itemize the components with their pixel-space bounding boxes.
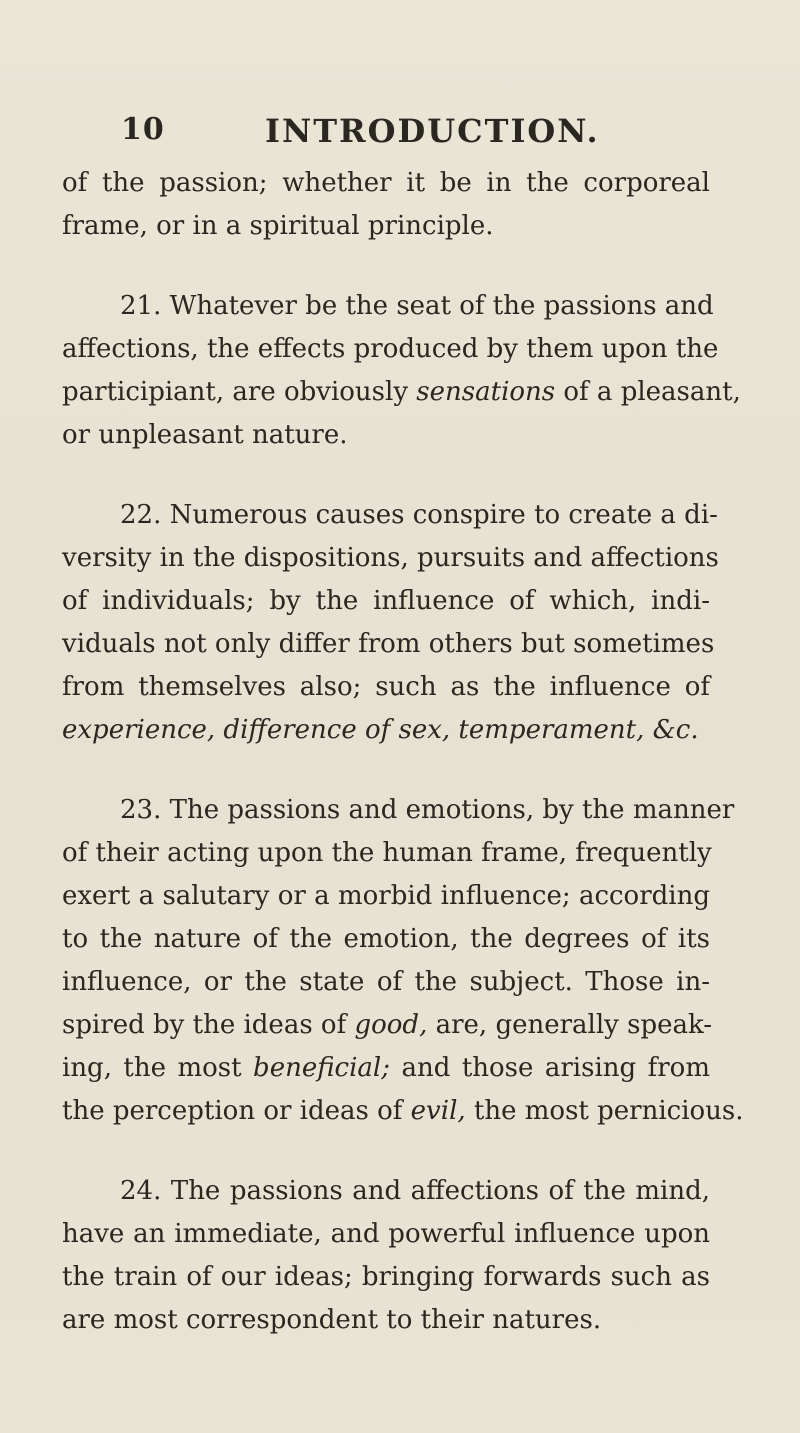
page-number: 10 [121, 112, 165, 147]
italic-word: evil, [410, 1096, 466, 1126]
text-line: to the nature of the emotion, the degrees of its [62, 924, 710, 954]
paragraph-continuation [62, 162, 710, 248]
paragraph-22 [62, 494, 719, 752]
body-text [62, 162, 744, 1342]
text-line: spired by the ideas of good, are, generally speak- [62, 1010, 713, 1040]
text-line: affections, the effects produced by them upon the [62, 334, 719, 364]
text-line: of the passion; whether it be in the corporeal [62, 168, 710, 198]
text-line: versity in the dispositions, pursuits and affections [62, 543, 719, 573]
text-line: the perception or ideas of evil, the most pernicious. [62, 1096, 744, 1126]
text-line: exert a salutary or a morbid influence; according [62, 881, 710, 911]
text-line: 21. Whatever be the seat of the passions and [120, 291, 714, 321]
text-line: the train of our ideas; bringing forwards such as [62, 1262, 710, 1292]
text-line: from themselves also; such as the influence of [62, 672, 710, 702]
text-line: of their acting upon the human frame, frequently [62, 838, 712, 868]
italic-word: good, [354, 1010, 428, 1040]
text-line: are most correspondent to their natures. [62, 1305, 602, 1335]
text-line: ing, the most beneficial; and those arising from [62, 1053, 710, 1083]
paragraph-23 [62, 789, 744, 1133]
text-line: influence, or the state of the subject. Those in- [62, 967, 710, 997]
italic-word: sensations [416, 377, 556, 407]
text-line: participiant, are obviously sensations of a pleasant, [62, 377, 741, 407]
text-line: 24. The passions and affections of the mind, [120, 1176, 710, 1206]
paragraph-24 [62, 1170, 710, 1342]
text-line: of individuals; by the influence of which, indi- [62, 586, 710, 616]
text-line: viduals not only differ from others but sometimes [62, 629, 715, 659]
text-line [62, 709, 710, 752]
text-line: 22. Numerous causes conspire to create a di- [120, 500, 718, 530]
paragraph-21 [62, 285, 741, 457]
text-line: 23. The passions and emotions, by the manner [120, 795, 735, 825]
text-line: frame, or in a spiritual principle. [62, 211, 494, 241]
text-line: have an immediate, and powerful influence upon [62, 1219, 710, 1249]
italic-word: experience, difference of sex, temperament, &c. [62, 715, 699, 745]
italic-word: beneficial; [253, 1053, 391, 1083]
page-header [121, 112, 721, 152]
running-title: INTRODUCTION. [265, 112, 600, 150]
text-line: or unpleasant nature. [62, 420, 348, 450]
